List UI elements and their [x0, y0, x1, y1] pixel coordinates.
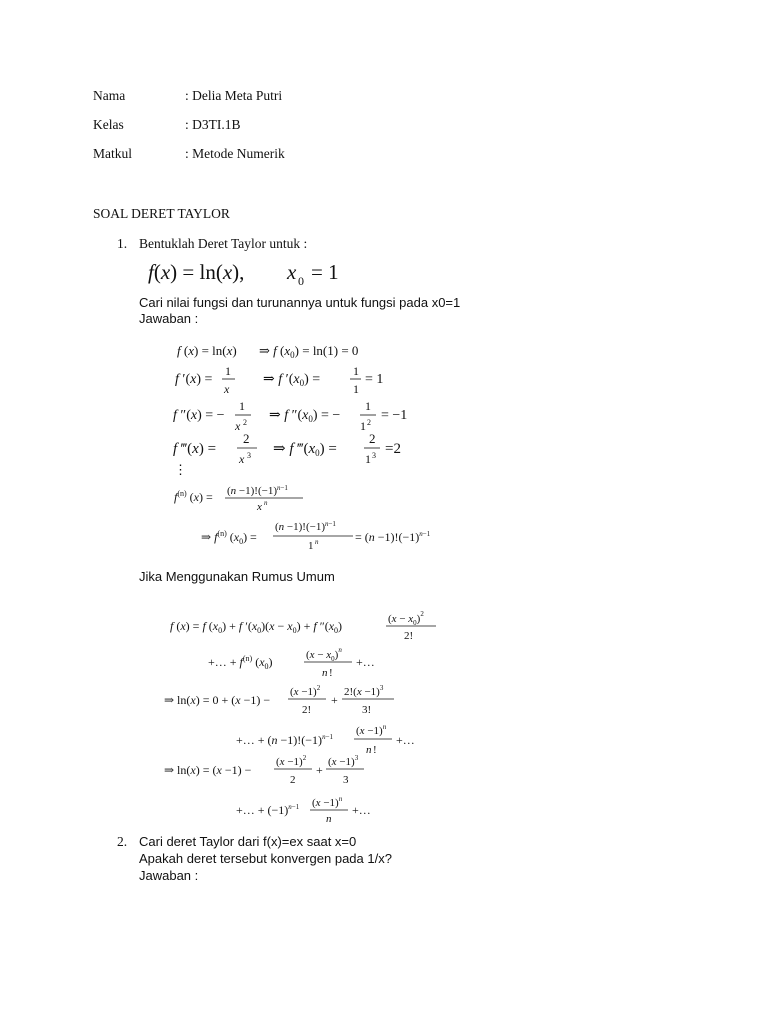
svg-text:⇒ f (x0) = ln(1) = 0: ⇒ f $(x_0) = \ln(1) = 0$	[259, 343, 359, 360]
q1-text: Bentuklah Deret Taylor untuk :	[139, 236, 308, 251]
svg-text:1: 1	[225, 364, 231, 378]
svg-text:n: n	[326, 813, 332, 822]
svg-text:+… + (n −1)!(−1)n−1: +… + $(n -1)!(-1)^n-1$	[236, 733, 334, 747]
svg-text:2!: 2!	[404, 630, 414, 642]
q2-line1: Cari deret Taylor dari f(x)=ex saat x=0	[139, 834, 357, 849]
svg-text:n: n	[366, 744, 372, 756]
value-kelas: : D3TI.1B	[185, 117, 241, 132]
svg-text:x: x	[235, 419, 241, 433]
svg-text:⇒ f(n) (x0) =: ⇒ $f^{(n)}$ $(x_0)$ =	[201, 529, 257, 546]
svg-text:f ″(x) = −: f ″(x) = −	[173, 408, 225, 423]
svg-text:2!(x −1)3: $2!(x -1)^3$	[344, 684, 384, 698]
svg-text:2: 2	[243, 418, 247, 427]
derivatives-equations	[165, 338, 455, 570]
q1-answer-label: Jawaban :	[139, 311, 199, 326]
svg-text:f(n) (x) =: $f^{(n)}$ (x) =	[174, 489, 213, 504]
svg-text:+: +	[316, 763, 323, 777]
svg-text:=2: =2	[385, 441, 401, 457]
label-nama: Nama	[93, 88, 126, 103]
svg-text:1: 1	[353, 382, 359, 396]
svg-text:(x −1)2: $(x -1)^2$	[276, 754, 307, 768]
svg-text:(x −1)3: $(x -1)^3$	[328, 754, 359, 768]
svg-text:⋮: ⋮	[174, 462, 187, 477]
svg-text:1: 1	[360, 419, 366, 433]
svg-text:3: 3	[343, 774, 349, 786]
svg-text:1: 1	[353, 364, 359, 378]
q1-main-equation	[145, 256, 355, 290]
svg-text:⇒ f ′(x0) =: ⇒ f $'(x_0)$ =	[263, 372, 321, 388]
value-matkul: : Metode Numerik	[185, 146, 285, 161]
svg-text:(x − x0)n: $(x - x_0)^n$	[306, 646, 342, 663]
q2-answer-label: Jawaban :	[139, 868, 199, 883]
svg-text:0: 0	[298, 274, 304, 288]
svg-text:+…: +…	[356, 655, 375, 669]
svg-text:2: 2	[369, 431, 376, 446]
section-title: SOAL DERET TAYLOR	[93, 206, 230, 221]
svg-text:x: x	[287, 260, 297, 284]
svg-text:1: 1	[308, 540, 314, 552]
svg-text:2: 2	[290, 774, 296, 786]
q1-description: Cari nilai fungsi dan turunannya untuk fungsi pada x0=1	[139, 295, 461, 310]
svg-text:1: 1	[365, 399, 371, 413]
svg-text:3!: 3!	[362, 704, 372, 716]
svg-text:= −1: = −1	[381, 408, 408, 423]
svg-text:2: 2	[367, 418, 371, 427]
svg-text:n: n	[315, 538, 319, 546]
svg-text:3: 3	[247, 451, 251, 460]
svg-text:= 1: = 1	[311, 260, 339, 284]
svg-text:+…: +…	[396, 733, 415, 747]
svg-text:n: n	[322, 667, 328, 679]
svg-text:2!: 2!	[302, 704, 312, 716]
svg-text:x: x	[239, 452, 245, 466]
value-nama: : Delia Meta Putri	[185, 88, 283, 103]
svg-text:+… + (−1)n−1: +… + $(-1)^n-1$	[236, 803, 300, 817]
svg-text:1: 1	[365, 452, 371, 466]
q1-number: 1.	[117, 236, 128, 251]
svg-text:+… + f(n) (x0): +… + $f^{(n)}$ $(x_0)$	[208, 654, 273, 671]
svg-text:(x −1)n: $(x -1)^n$	[312, 795, 343, 809]
svg-text:f (x) = ln(x): f (x) = ln(x)	[177, 343, 237, 358]
svg-text:(n −1)!(−1)n−1: $(n -1)!(-1)^n-1$	[227, 484, 288, 497]
svg-text:n: n	[264, 499, 268, 507]
svg-text:!: !	[373, 744, 377, 756]
svg-text:+: +	[331, 693, 338, 707]
svg-text:= (n −1)!(−1)n−1: = $(n -1)!(-1)^n-1$	[355, 530, 431, 544]
label-kelas: Kelas	[93, 117, 124, 132]
svg-text:2: 2	[243, 431, 250, 446]
svg-text:= 1: = 1	[365, 372, 384, 387]
svg-text:(n −1)!(−1)n−1: $(n -1)!(-1)^n-1$	[275, 520, 336, 533]
general-formula-label: Jika Menggunakan Rumus Umum	[139, 569, 335, 584]
svg-text:(x − x0)2: $(x - x_0)^2$	[388, 610, 424, 627]
svg-text:⇒ ln(x) = 0 + (x −1) −: ⇒ ln(x) = 0 + (x −1) −	[164, 693, 271, 707]
svg-text:f ′(x) =: f ′(x) =	[175, 372, 213, 387]
svg-text:f(x) = ln(x),: f(x) = ln(x),	[148, 260, 245, 284]
svg-text:+…: +…	[352, 803, 371, 817]
svg-text:⇒ ln(x) = (x −1) −: ⇒ ln(x) = (x −1) −	[164, 763, 252, 777]
svg-text:f (x) = f (x0) + f ′(x0)(x − x: f (x) = f $(x_0) + f$ $'(x_0)(x - x_0) + f$ $''(x_0)$	[170, 619, 343, 635]
svg-text:(x −1)2: $(x -1)^2$	[290, 684, 321, 698]
svg-text:f ‴(x) =: f ‴(x) =	[173, 441, 217, 457]
svg-text:⇒ f ″(x0) = −: ⇒ f $''(x_0)$ = −	[269, 408, 341, 424]
svg-text:x: x	[257, 501, 262, 513]
label-matkul: Matkul	[93, 146, 132, 161]
general-formula-equations	[150, 600, 450, 822]
svg-text:3: 3	[372, 451, 376, 460]
q2-line2: Apakah deret tersebut konvergen pada 1/x?	[139, 851, 392, 866]
svg-text:!: !	[329, 667, 333, 679]
svg-text:(x −1)n: $(x -1)^n$	[356, 723, 387, 737]
svg-text:x: x	[224, 382, 230, 396]
svg-text:⇒ f ‴(x0) =: ⇒ f $‴(x_0)$ =	[273, 441, 337, 458]
q2-number: 2.	[117, 834, 128, 849]
svg-text:1: 1	[239, 399, 245, 413]
